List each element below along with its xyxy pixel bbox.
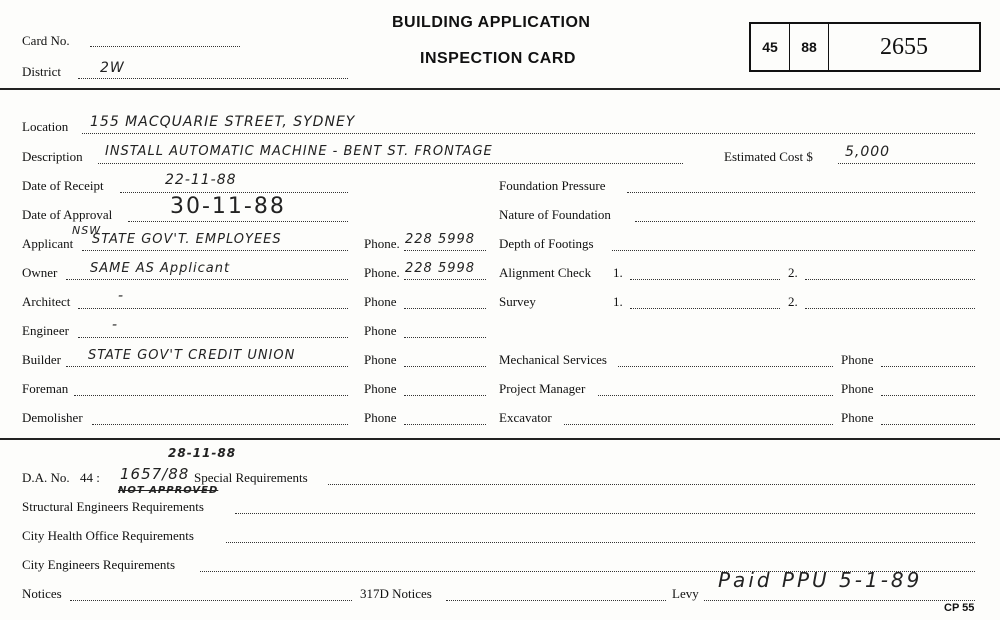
project-manager-line bbox=[598, 395, 833, 396]
notices-317d-label: 317D Notices bbox=[360, 586, 432, 601]
architect-label: Architect bbox=[22, 294, 71, 309]
excavator-phone-line bbox=[881, 424, 975, 425]
notices-label: Notices bbox=[22, 586, 62, 601]
survey-line1 bbox=[630, 308, 780, 309]
architect-value: - bbox=[118, 288, 125, 304]
survey-label: Survey bbox=[499, 294, 536, 309]
builder-phone-label: Phone bbox=[364, 352, 397, 367]
form-code: CP 55 bbox=[944, 602, 975, 614]
foundation-pressure-label: Foundation Pressure bbox=[499, 178, 606, 193]
structural-label: Structural Engineers Requirements bbox=[22, 499, 204, 514]
project-manager-label: Project Manager bbox=[499, 381, 586, 396]
demolisher-phone-label: Phone bbox=[364, 410, 397, 425]
structural-line bbox=[235, 513, 975, 514]
nature-foundation-label: Nature of Foundation bbox=[499, 207, 611, 222]
foreman-phone-line bbox=[404, 395, 486, 396]
date-approval-label: Date of Approval bbox=[22, 207, 113, 222]
card-no-label: Card No. bbox=[22, 33, 70, 48]
alignment-check-num2: 2. bbox=[788, 265, 798, 280]
health-line bbox=[226, 542, 975, 543]
section-rule bbox=[0, 438, 1000, 440]
depth-footings-label: Depth of Footings bbox=[499, 236, 594, 251]
mechanical-phone-line bbox=[881, 366, 975, 367]
excavator-line bbox=[564, 424, 833, 425]
card-no-line bbox=[90, 46, 240, 47]
levy-line bbox=[704, 600, 975, 601]
foundation-pressure-line bbox=[627, 192, 975, 193]
owner-phone: 228 5998 bbox=[405, 261, 476, 276]
nature-foundation-line bbox=[635, 221, 975, 222]
alignment-check-line2 bbox=[805, 279, 975, 280]
levy-label: Levy bbox=[672, 586, 699, 601]
description-label: Description bbox=[22, 149, 83, 164]
owner-line bbox=[66, 279, 348, 280]
survey-num2: 2. bbox=[788, 294, 798, 309]
survey-line2 bbox=[805, 308, 975, 309]
alignment-check-num1: 1. bbox=[613, 265, 623, 280]
da-value: 1657/88 bbox=[120, 465, 190, 483]
builder-line bbox=[66, 366, 348, 367]
owner-value: SAME AS Applicant bbox=[90, 261, 231, 276]
date-approval-value: 30-11-88 bbox=[170, 194, 286, 219]
architect-line bbox=[78, 308, 348, 309]
applicant-prefix: NSW bbox=[72, 224, 102, 237]
district-label: District bbox=[22, 64, 61, 79]
date-receipt-value: 22-11-88 bbox=[165, 172, 237, 188]
health-label: City Health Office Requirements bbox=[22, 528, 194, 543]
location-value: 155 MACQUARIE STREET, SYDNEY bbox=[90, 114, 356, 130]
engineer-line bbox=[78, 337, 348, 338]
location-label: Location bbox=[22, 119, 69, 134]
date-receipt-label: Date of Receipt bbox=[22, 178, 104, 193]
project-manager-phone-label: Phone bbox=[841, 381, 874, 396]
depth-footings-line bbox=[612, 250, 975, 251]
da-date: 28-11-88 bbox=[168, 446, 237, 460]
notices-line bbox=[70, 600, 352, 601]
owner-label: Owner bbox=[22, 265, 58, 280]
demolisher-phone-line bbox=[404, 424, 486, 425]
demolisher-label: Demolisher bbox=[22, 410, 83, 425]
builder-label: Builder bbox=[22, 352, 61, 367]
project-manager-phone-line bbox=[881, 395, 975, 396]
owner-phone-line bbox=[404, 279, 486, 280]
applicant-label: Applicant bbox=[22, 236, 74, 251]
special-req-line bbox=[328, 484, 975, 485]
excavator-label: Excavator bbox=[499, 410, 552, 425]
applicant-phone: 228 5998 bbox=[405, 232, 476, 247]
header-rule bbox=[0, 88, 1000, 90]
mechanical-phone-label: Phone bbox=[841, 352, 874, 367]
alignment-check-line1 bbox=[630, 279, 780, 280]
architect-phone-label: Phone bbox=[364, 294, 397, 309]
builder-phone-line bbox=[404, 366, 486, 367]
box-a: 45 bbox=[762, 39, 778, 55]
date-receipt-line bbox=[120, 192, 348, 193]
description-line bbox=[98, 163, 683, 164]
alignment-check-label: Alignment Check bbox=[499, 265, 592, 280]
demolisher-line bbox=[92, 424, 348, 425]
engineer-phone-line bbox=[404, 337, 486, 338]
special-req-label: Special Requirements bbox=[194, 470, 308, 485]
title-line2: INSPECTION CARD bbox=[420, 50, 576, 67]
title-line1: BUILDING APPLICATION bbox=[392, 14, 591, 31]
not-approved-stamp: NOT APPROVED bbox=[118, 485, 219, 496]
description-value: INSTALL AUTOMATIC MACHINE - BENT ST. FRONTAGE bbox=[105, 144, 493, 159]
foreman-line bbox=[74, 395, 348, 396]
mechanical-label: Mechanical Services bbox=[499, 352, 607, 367]
engineer-phone-label: Phone bbox=[364, 323, 397, 338]
district-line bbox=[78, 78, 348, 79]
card-number: 2655 bbox=[880, 33, 928, 60]
architect-phone-line bbox=[404, 308, 486, 309]
foreman-label: Foreman bbox=[22, 381, 69, 396]
date-approval-line bbox=[128, 221, 348, 222]
applicant-line bbox=[82, 250, 348, 251]
estimated-cost-label: Estimated Cost $ bbox=[724, 149, 813, 164]
engineer-value: - bbox=[112, 317, 119, 333]
engineer-label: Engineer bbox=[22, 323, 69, 338]
location-line bbox=[82, 133, 975, 134]
applicant-phone-line bbox=[404, 250, 486, 251]
levy-value: Paid PPU 5-1-89 bbox=[718, 568, 923, 592]
card-number-box bbox=[749, 22, 981, 72]
excavator-phone-label: Phone bbox=[841, 410, 874, 425]
estimated-cost-value: 5,000 bbox=[845, 144, 891, 160]
owner-phone-label: Phone. bbox=[364, 265, 400, 280]
da-label: D.A. No. bbox=[22, 470, 70, 485]
builder-value: STATE GOV'T CREDIT UNION bbox=[88, 348, 296, 363]
da-prefix: 44 : bbox=[80, 470, 100, 485]
applicant-phone-label: Phone. bbox=[364, 236, 400, 251]
notices-317d-line bbox=[446, 600, 666, 601]
applicant-value: STATE GOV'T. EMPLOYEES bbox=[92, 232, 282, 247]
mechanical-line bbox=[618, 366, 833, 367]
district-value: 2W bbox=[100, 60, 125, 76]
survey-num1: 1. bbox=[613, 294, 623, 309]
city-eng-label: City Engineers Requirements bbox=[22, 557, 176, 572]
estimated-cost-line bbox=[838, 163, 975, 164]
box-b: 88 bbox=[801, 39, 817, 55]
foreman-phone-label: Phone bbox=[364, 381, 397, 396]
